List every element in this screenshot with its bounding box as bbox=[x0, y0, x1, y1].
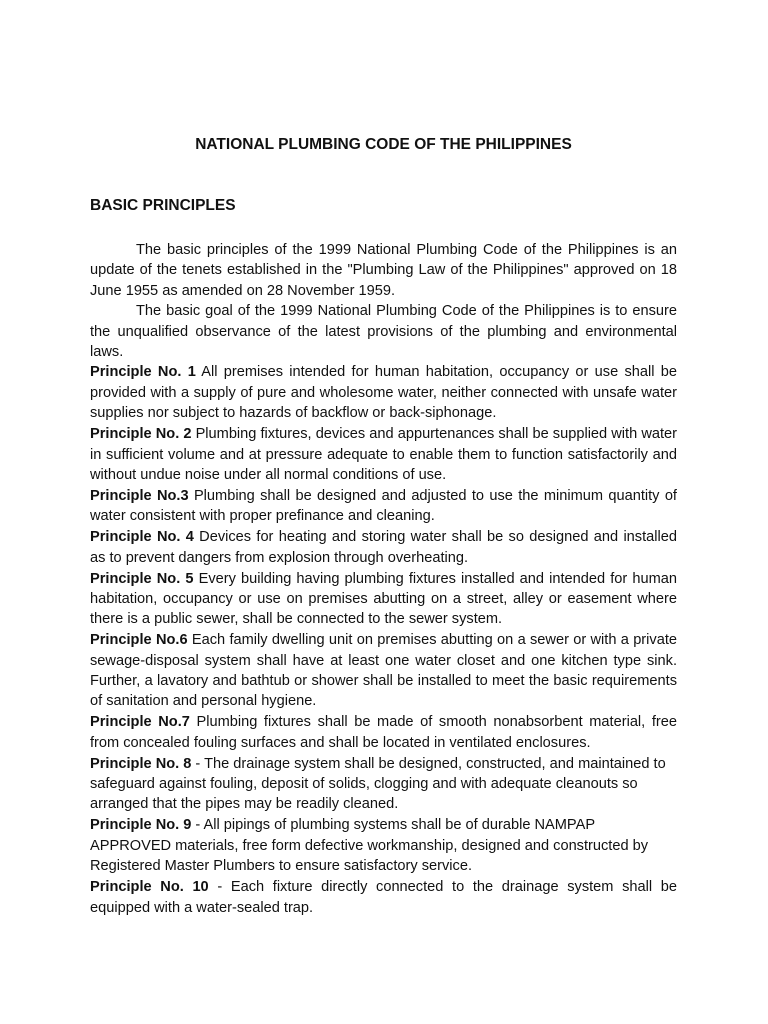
principle-item bbox=[90, 569, 677, 630]
principle-label: Principle No.3 bbox=[90, 487, 189, 504]
principle-label: Principle No. 9 bbox=[90, 817, 192, 834]
principle-text: Every building having plumbing fixtures installed and intended for human habitation, occupancy or use on premises abutting on a street, alley or easement where there is a public sewer, shall be connected to the sewer system. bbox=[90, 570, 677, 628]
principle-item bbox=[90, 630, 677, 712]
principle-item bbox=[90, 877, 677, 918]
principle-label: Principle No.7 bbox=[90, 714, 190, 731]
section-heading: BASIC PRINCIPLES bbox=[90, 197, 236, 214]
principle-label: Principle No. 2 bbox=[90, 426, 192, 443]
document-page bbox=[90, 0, 677, 1024]
document-title: NATIONAL PLUMBING CODE OF THE PHILIPPINES bbox=[195, 136, 572, 153]
principle-item bbox=[90, 424, 677, 485]
principle-label: Principle No. 5 bbox=[90, 570, 194, 587]
principle-text: - All pipings of plumbing systems shall be of durable NAMPAP APPROVED materials, free form defective workmanship, designed and constructed by Registered Master Plumbers to ensure satisfactory service. bbox=[90, 817, 649, 875]
principle-text: Each family dwelling unit on premises abutting on a sewer or with a private sewage-disposal system shall have at least one water closet and one kitchen type sink. Further, a lavatory and bathtub or shower shall be installed to meet the basic requirements of sanitation and personal hygiene. bbox=[90, 632, 677, 710]
principle-item bbox=[90, 486, 677, 527]
principle-text: Plumbing fixtures shall be made of smooth nonabsorbent material, free from concealed fouling surfaces and shall be located in ventilated enclosures. bbox=[90, 714, 677, 751]
principle-label: Principle No. 4 bbox=[90, 529, 194, 546]
principle-label: Principle No. 10 bbox=[90, 879, 209, 896]
principle-text: All premises intended for human habitation, occupancy or use shall be provided with a supply of pure and wholesome water, neither connected with unsafe water supplies nor subject to hazards of backflow or back-siphonage. bbox=[90, 364, 678, 422]
principle-label: Principle No. 1 bbox=[90, 364, 196, 381]
principle-text: Devices for heating and storing water shall be so designed and installed as to prevent dangers from explosion through overheating. bbox=[90, 529, 677, 566]
principle-item bbox=[90, 362, 677, 423]
principle-text: Plumbing fixtures, devices and appurtenances shall be supplied with water in sufficient volume and at pressure adequate to enable them to function satisfactorily and without undue noise under all normal conditions of use. bbox=[90, 426, 677, 483]
principle-text: Plumbing shall be designed and adjusted to use the minimum quantity of water consistent with proper prefinance and cleaning. bbox=[90, 487, 677, 525]
principle-label: Principle No.6 bbox=[90, 632, 188, 649]
document-body bbox=[90, 240, 677, 918]
intro-paragraph: The basic goal of the 1999 National Plumbing Code of the Philippines is to ensure the unqualified observance of the latest provisions of the plumbing and environmental laws. bbox=[90, 303, 677, 361]
principle-text: - Each fixture directly connected to the drainage system shall be equipped with a water-sealed trap. bbox=[90, 879, 677, 916]
principle-item bbox=[90, 815, 677, 876]
principle-text: - The drainage system shall be designed, constructed, and maintained to safeguard against fouling, deposit of solids, clogging and with adequate cleanouts so arranged that the pipes may be readily cleaned. bbox=[90, 755, 666, 813]
intro-paragraph: The basic principles of the 1999 National Plumbing Code of the Philippines is an update of the tenets established in the "Plumbing Law of the Philippines" approved on 18 June 1955 as amended on 28 November 1959. bbox=[90, 242, 677, 299]
principle-label: Principle No. 8 bbox=[90, 755, 192, 772]
principle-item bbox=[90, 712, 677, 753]
principle-item bbox=[90, 527, 677, 568]
principle-item bbox=[90, 754, 677, 815]
